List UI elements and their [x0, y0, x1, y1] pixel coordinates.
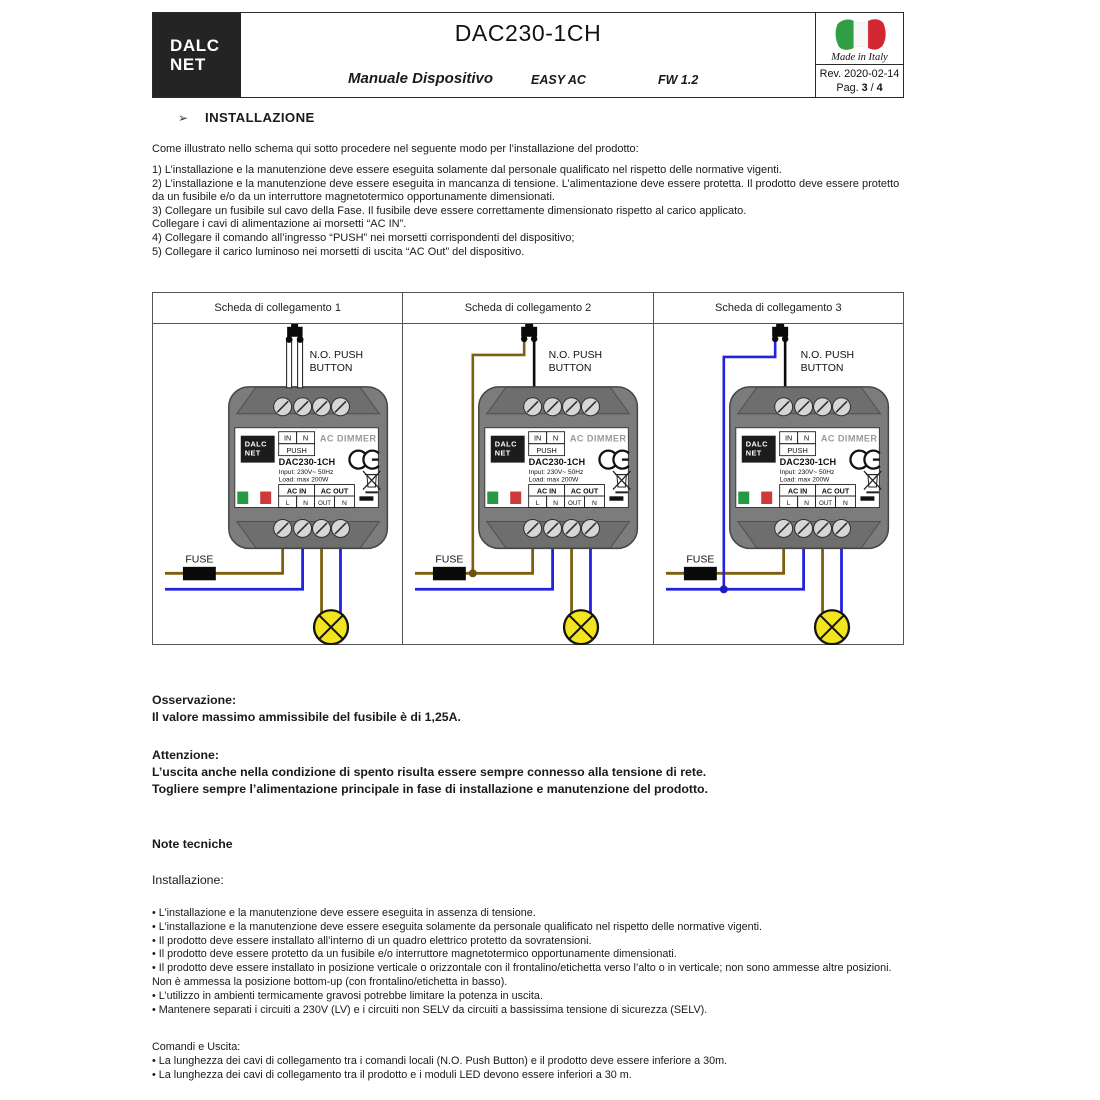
- push-label-line2: BUTTON: [309, 362, 353, 374]
- page-indicator: [816, 82, 903, 96]
- fuse: [183, 567, 216, 580]
- tech-notes-title: Note tecniche: [152, 837, 233, 851]
- push-button: [772, 324, 788, 342]
- page-separator: /: [870, 81, 874, 94]
- bullet-line: • L’installazione e la manutenzione deve essere eseguita solamente da personale qualificato nel rispetto delle normative vigenti.: [152, 920, 762, 933]
- bullet-line: • Il prodotto deve essere protetto da un fusibile e/o interruttore magnetotermico opportunamente dimensionati.: [152, 948, 677, 961]
- bullet-line: • Il prodotto deve essere installato all’interno di un quadro elettrico protetto da sovratensioni.: [152, 934, 592, 947]
- installation-intro: Come illustrato nello schema qui sotto procedere nel seguente modo per l’installazione del prodotto:: [152, 143, 639, 155]
- fuse: [684, 567, 717, 580]
- header-subtitle-row: [241, 70, 815, 89]
- diagram-title-3: Scheda di collegamento 3: [715, 302, 842, 314]
- observation-text: Il valore massimo ammissibile del fusibile è di 1,25A.: [152, 710, 461, 724]
- list-arrow-icon: ➢: [178, 111, 189, 125]
- header-center: [241, 13, 816, 97]
- step-line: 1) L’installazione e la manutenzione deve essere eseguita solamente dal personale qualificato nel rispetto delle normative vigenti.: [152, 164, 782, 176]
- commands-block: [152, 1040, 904, 1083]
- page-content: [152, 0, 904, 1100]
- warning-line: Togliere sempre l’alimentazione principale in fase di installazione e manutenzione del prodotto.: [152, 782, 708, 796]
- bullet-line: • La lunghezza dei cavi di collegamento tra il prodotto e i moduli LED devono essere inferiori a 30 m.: [152, 1069, 632, 1082]
- made-in-italy-block: [816, 13, 903, 65]
- revision-block: [816, 65, 903, 97]
- document-title: DAC230-1CH: [454, 20, 602, 46]
- commands-subtitle: Comandi e Uscita:: [152, 1041, 241, 1053]
- push-label-line2: BUTTON: [548, 362, 592, 374]
- warning-line: L’uscita anche nella condizione di spento risulta essere sempre connesso alla tensione di rete.: [152, 765, 707, 779]
- push-label-line2: BUTTON: [800, 362, 844, 374]
- step-line: Collegare i cavi di alimentazione ai morsetti “AC IN”.: [152, 218, 407, 231]
- warning-block: [152, 747, 904, 798]
- fuse-label: FUSE: [686, 554, 714, 566]
- bullet-line: • Il prodotto deve essere installato in posizione verticale o orizzontale con il frontalino/etichetta verso l’alto o in verticale; non sono ammesse altre posizioni. Non è ammessa la posizione bottom-up (con frontalino/etichetta in basso).: [152, 962, 892, 988]
- wire-junction: [469, 569, 477, 577]
- bullet-line: • Mantenere separati i circuiti a 230V (LV) e i circuiti non SELV da circuiti a bassissima tensione di sicurezza (SELV).: [152, 1003, 708, 1016]
- edition-label: EASY AC: [531, 73, 586, 87]
- bullet-line: • L’utilizzo in ambienti termicamente gravosi potrebbe limitare la potenza in uscita.: [152, 989, 543, 1002]
- italy-flag-icon: [831, 16, 889, 52]
- firmware-label: FW 1.2: [658, 73, 699, 87]
- logo-line1: DALC: [170, 35, 220, 55]
- header-info-box: [816, 13, 903, 97]
- wiring-panel-3: [654, 324, 903, 645]
- fuse: [433, 567, 466, 580]
- fuse-label: FUSE: [185, 554, 214, 566]
- push-button: [521, 324, 537, 342]
- installation-steps: [152, 164, 904, 259]
- step-line: 5) Collegare il carico luminoso nei morsetti di uscita “AC Out” del dispositivo.: [152, 245, 525, 258]
- logo-line2: NET: [170, 55, 206, 74]
- revision-text: Rev. 2020-02-14: [819, 68, 900, 80]
- push-label-line1: N.O. PUSH: [548, 349, 603, 361]
- installation-heading: INSTALLAZIONE: [205, 110, 315, 125]
- wiring-panel-2: [403, 324, 653, 645]
- bullet-line: • La lunghezza dei cavi di collegamento tra i comandi locali (N.O. Push Button) e il prodotto deve essere inferiore a 30m.: [152, 1055, 728, 1068]
- diagram-title-1: Scheda di collegamento 1: [153, 293, 403, 323]
- document-header: [152, 12, 904, 98]
- diagram-title-2: Scheda di collegamento 2: [403, 293, 653, 323]
- observation-block: [152, 692, 904, 726]
- made-in-italy-text: Made in Italy: [831, 52, 888, 63]
- observation-title: Osservazione:: [152, 693, 237, 707]
- fuse-label: FUSE: [435, 554, 464, 566]
- step-line: 3) Collegare un fusibile sul cavo della Fase. Il fusibile deve essere correttamente dimensionato rispetto al carico applicato.: [152, 204, 747, 217]
- step-line: 4) Collegare il comando all’ingresso “PUSH” nei morsetti corrispondenti del dispositivo;: [152, 231, 575, 244]
- step-line: 2) L’installazione e la manutenzione deve essere eseguita in mancanza di tensione. L’alimentazione deve essere protetta. Il prodotto deve essere protetto da un fusibile e/o da un interruttore magnetotermico opportunamente dimensionati.: [152, 177, 900, 204]
- page-label: Pag.: [836, 81, 859, 94]
- page-current: 3: [861, 81, 868, 94]
- wire-junction: [719, 585, 727, 593]
- wiring-diagram-table: [152, 292, 904, 645]
- dalcnet-logo: [153, 13, 241, 97]
- diagram-body-row: [153, 324, 903, 645]
- bullet-line: • L’installazione e la manutenzione deve essere eseguita in assenza di tensione.: [152, 907, 536, 919]
- push-button: [286, 324, 304, 388]
- diagram-header-row: [153, 293, 903, 324]
- page-total: 4: [876, 81, 883, 94]
- subtitle: Manuale Dispositivo: [348, 70, 494, 87]
- push-label-line1: N.O. PUSH: [800, 349, 854, 361]
- install-subtitle: Installazione:: [152, 873, 224, 887]
- wiring-panel-1: [153, 324, 403, 645]
- push-label-line1: N.O. PUSH: [309, 349, 364, 361]
- warning-title: Attenzione:: [152, 748, 219, 762]
- install-bullets: [152, 907, 904, 1017]
